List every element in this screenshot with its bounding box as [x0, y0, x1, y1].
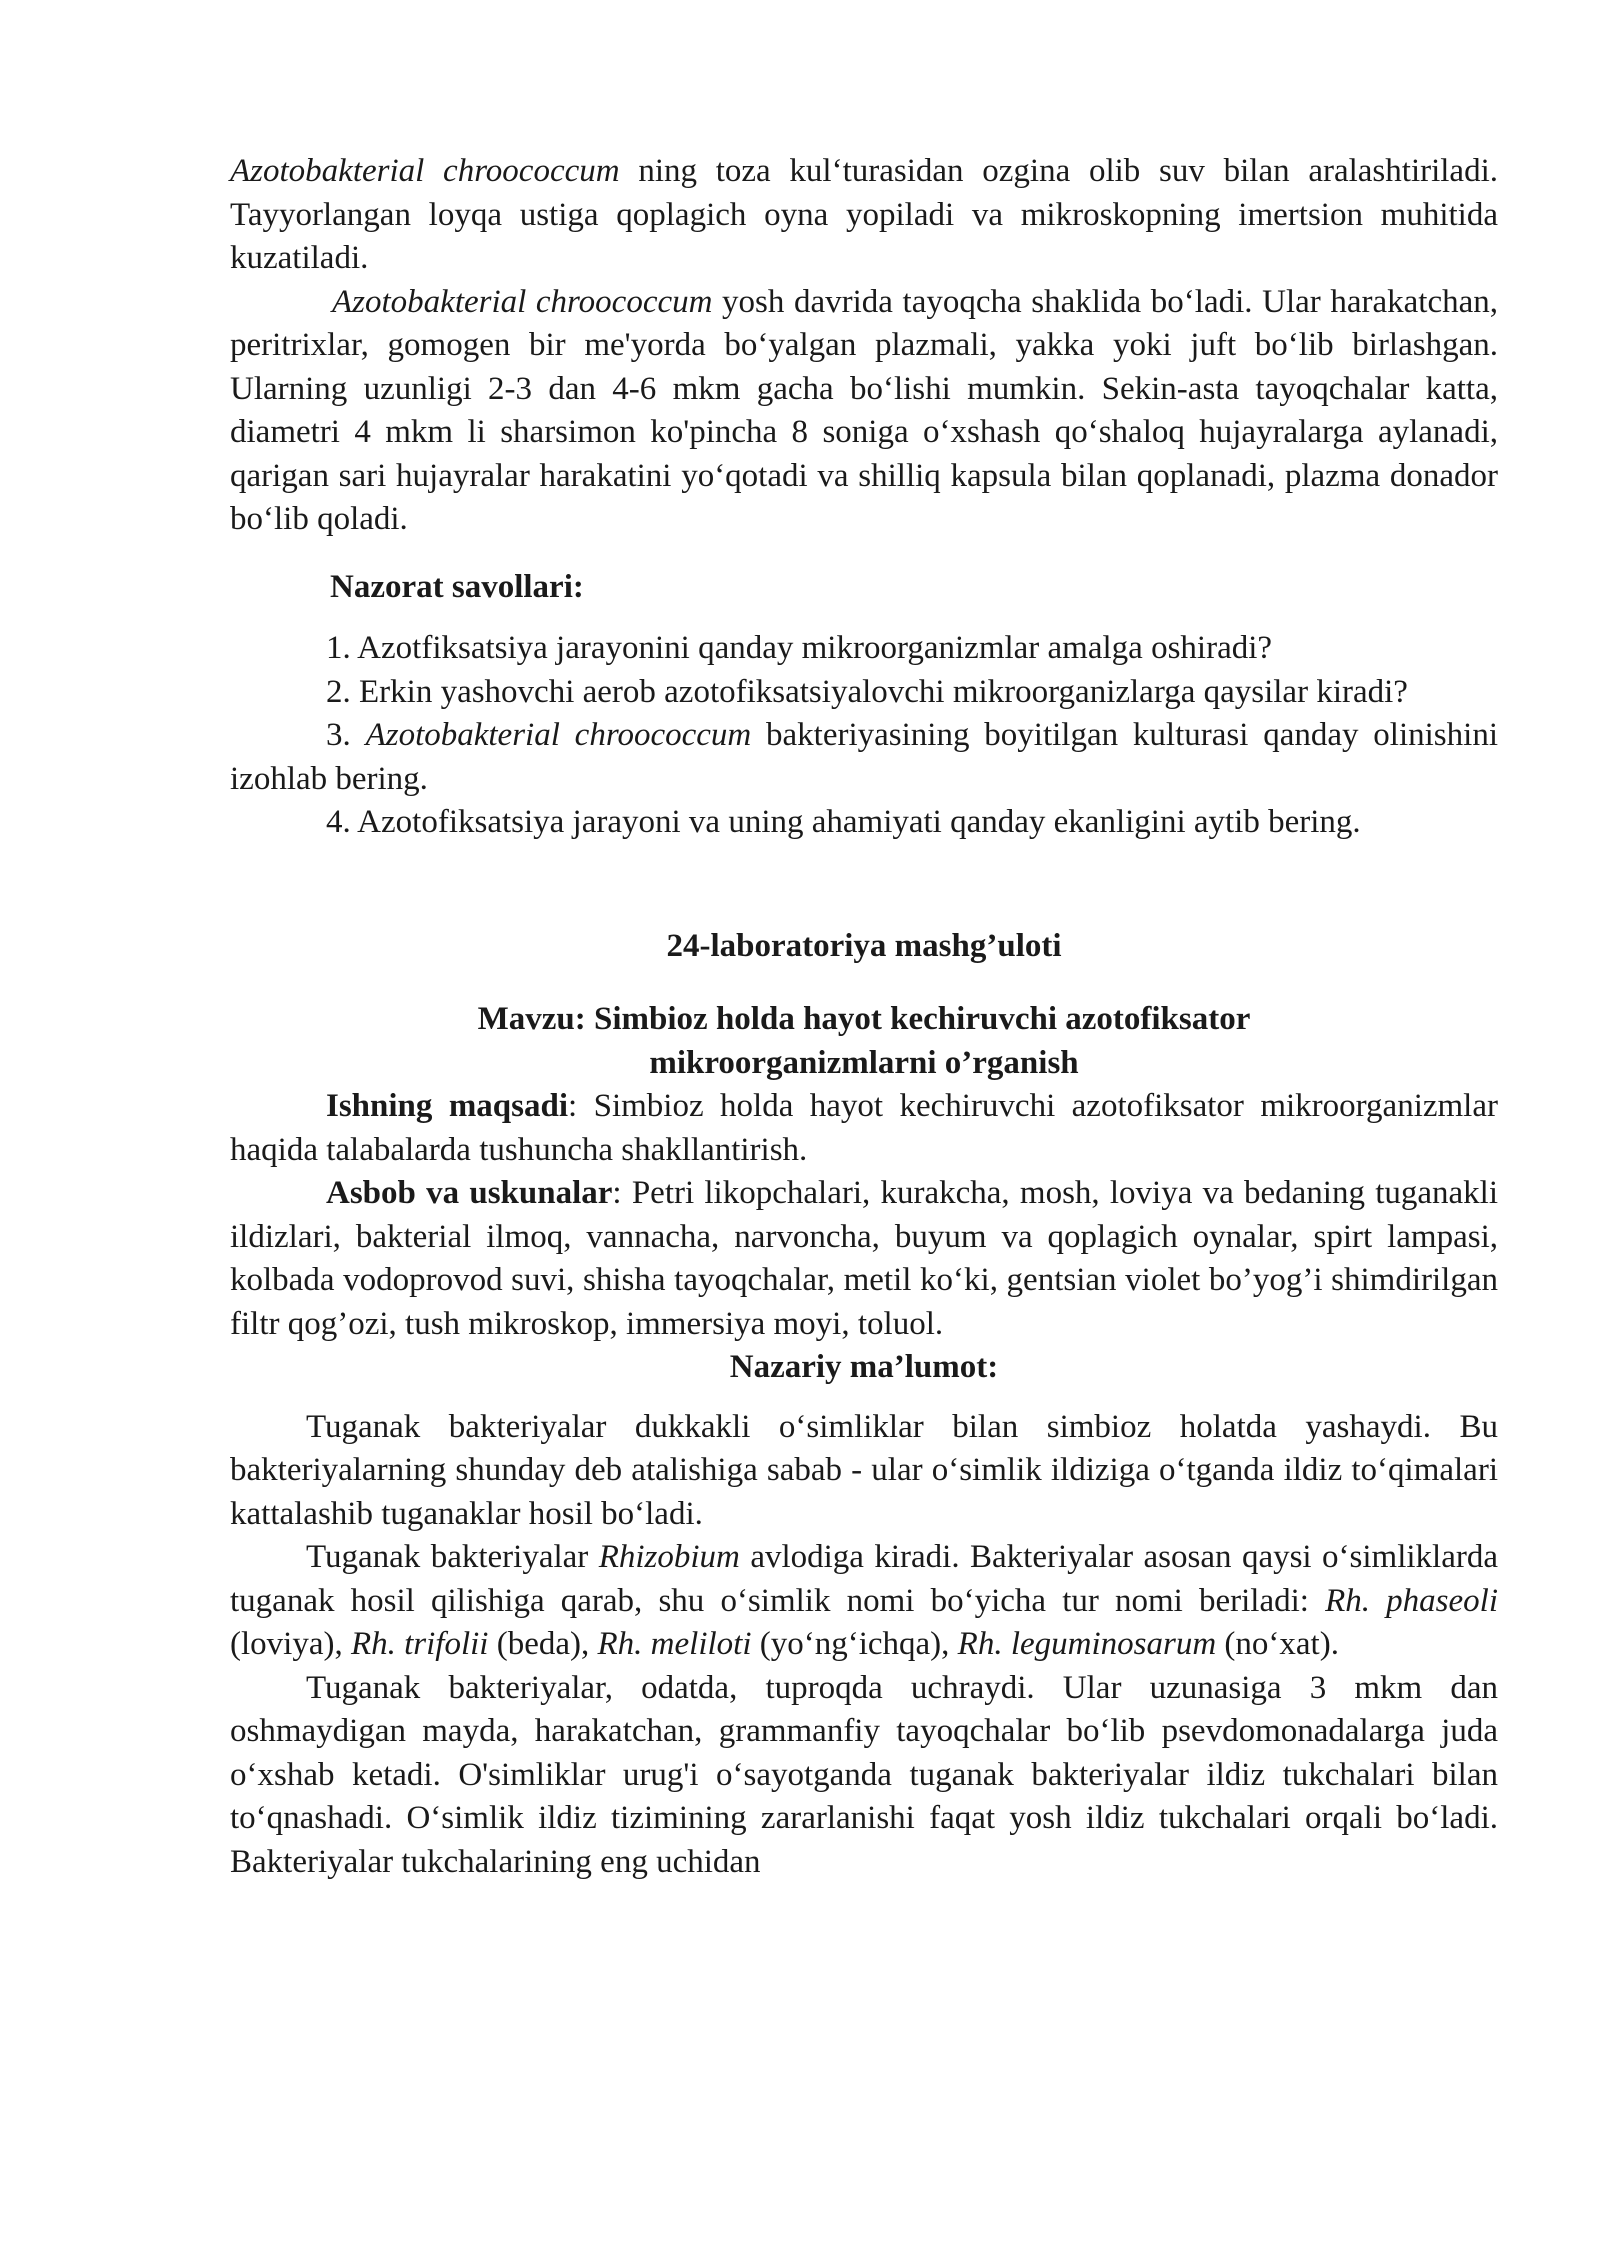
question-number: 3. [326, 717, 366, 753]
species-name: Rh. meliloti [597, 1626, 752, 1662]
intro-paragraph-2 [230, 281, 1498, 542]
text-run: Tuganak bakteriyalar [306, 1539, 599, 1575]
spacer [230, 968, 1498, 998]
theory-paragraph-3: Tuganak bakteriyalar, odatda, tuproqda uchraydi. Ular uzunasiga 3 mkm dan oshmaydigan mayda, harakatchan, grammanfiy tayoqchalar bo‘lib psevdomonadalarga juda o‘xshab ketadi. O'simliklar urug'i o‘sayotganda tuganak bakteriyalar ildiz tukchalari bilan to‘qnashadi. O‘simlik ildiz tizimining zararlanishi faqat yosh ildiz tukchalari orqali bo‘ladi. Bakteriyalar tukchalarining eng uchidan [230, 1669, 1498, 1880]
text-run: (yo‘ng‘ichqa), [751, 1626, 958, 1662]
tools-text: : Petri likopchalari, kurakcha, mosh, loviya va bedaning tuganakli ildizlari, bakterial ilmoq, vannacha, narvoncha, buyum va qoplagich oynalar, spirt lampasi, kolbada vodoprovod suvi, shisha tayoqchalar, metil ko‘ki, gentsian violet bo’yog’i shimdirilgan filtr qog’ozi, tush mikroskop, immersiya moyi, toluol. [230, 1175, 1498, 1342]
topic-line-2: mikroorganizmlarni o’rganish [649, 1044, 1079, 1081]
goal-label: Ishning maqsadi [326, 1088, 569, 1124]
genus-name: Rhizobium [598, 1539, 740, 1575]
theory-paragraph-1: Tuganak bakteriyalar dukkakli o‘simliklar bilan simbioz holatda yashaydi. Bu bakteriyalarning shunday deb atalishiga sabab - ular o‘simlik ildiziga o‘tganda ildiz to‘qimalari kattalashib tuganaklar hosil bo‘ladi. [230, 1408, 1498, 1532]
species-name: Rh. leguminosarum [957, 1626, 1217, 1662]
species-name: Azotobakterial chroococcum [365, 717, 752, 753]
spacer [230, 845, 1498, 925]
topic-line-1: Mavzu: Simbioz holda hayot kechiruvchi azotofiksator [477, 1001, 1251, 1037]
question-text: bakteriyasining boyitilgan kulturasi qanday olinishini izohlab bering. [230, 717, 1498, 797]
control-questions-heading: Nazorat savollari: [330, 568, 584, 605]
theory-paragraph-2 [230, 1536, 1498, 1667]
goal-text: : Simbioz holda hayot kechiruvchi azotofiksator mikroorganizmlar haqida talabalarda tushuncha shakllantirish. [230, 1088, 1498, 1168]
tools-label: Asbob va uskunalar [326, 1175, 613, 1211]
text-run: (no‘xat). [1216, 1626, 1339, 1662]
text-run: (beda), [488, 1626, 598, 1662]
theory-heading: Nazariy ma’lumot: [729, 1349, 999, 1385]
text-run: (loviya), [230, 1626, 351, 1662]
spacer [230, 1390, 1498, 1406]
intro-paragraph-1 [230, 150, 1498, 281]
question-3 [230, 714, 1498, 801]
species-name: Azotobakterial chroococcum [230, 153, 620, 189]
lab-title: 24-laboratoriya mashg’uloti [666, 927, 1062, 964]
species-name: Rh. phaseoli [1325, 1582, 1498, 1619]
question-1: 1. Azotfiksatsiya jarayonini qanday mikroorganizmlar amalga oshiradi? [326, 630, 1273, 666]
question-2: 2. Erkin yashovchi aerob azotofiksatsiyalovchi mikroorganizlarga qaysilar kiradi? [326, 673, 1408, 710]
goal-paragraph [230, 1085, 1498, 1172]
paragraph-text: yosh davrida tayoqcha shaklida bo‘ladi. Ular harakatchan, peritrixlar, gomogen bir me'yorda bo‘yalgan plazmali, yakka yoki juft bo‘lib birlashgan. Ularning uzunligi 2-3 dan 4-6 mkm gacha bo‘lishi mumkin. Sekin-asta tayoqchalar katta, diametri 4 mkm li sharsimon ko'pincha 8 soniga o‘xshash qo‘shaloq hujayralarga aylanadi, qarigan sari hujayralar harakatini yo‘qotadi va shilliq kapsula bilan qoplanadi, plazma donador bo‘lib qoladi. [230, 283, 1498, 537]
text-run: avlodiga kiradi. Bakteriyalar asosan qaysi o‘simliklarda tuganak hosil qilishiga qarab, shu o‘simlik nomi bo‘yicha tur nomi beriladi: [230, 1539, 1498, 1619]
question-4: 4. Azotofiksatsiya jarayoni va uning ahamiyati qanday ekanligini aytib bering. [326, 804, 1361, 840]
species-name: Azotobakterial chroococcum [332, 283, 713, 320]
species-name: Rh. trifolii [350, 1626, 489, 1662]
paragraph-text: ning toza kul‘turasidan ozgina olib suv bilan aralashtiriladi. Tayyorlangan loyqa ustiga qoplagich oyna yopiladi va mikroskopning imertsion muhitida kuzatiladi. [230, 153, 1499, 276]
tools-paragraph [230, 1172, 1498, 1346]
document-page [230, 150, 1498, 1884]
